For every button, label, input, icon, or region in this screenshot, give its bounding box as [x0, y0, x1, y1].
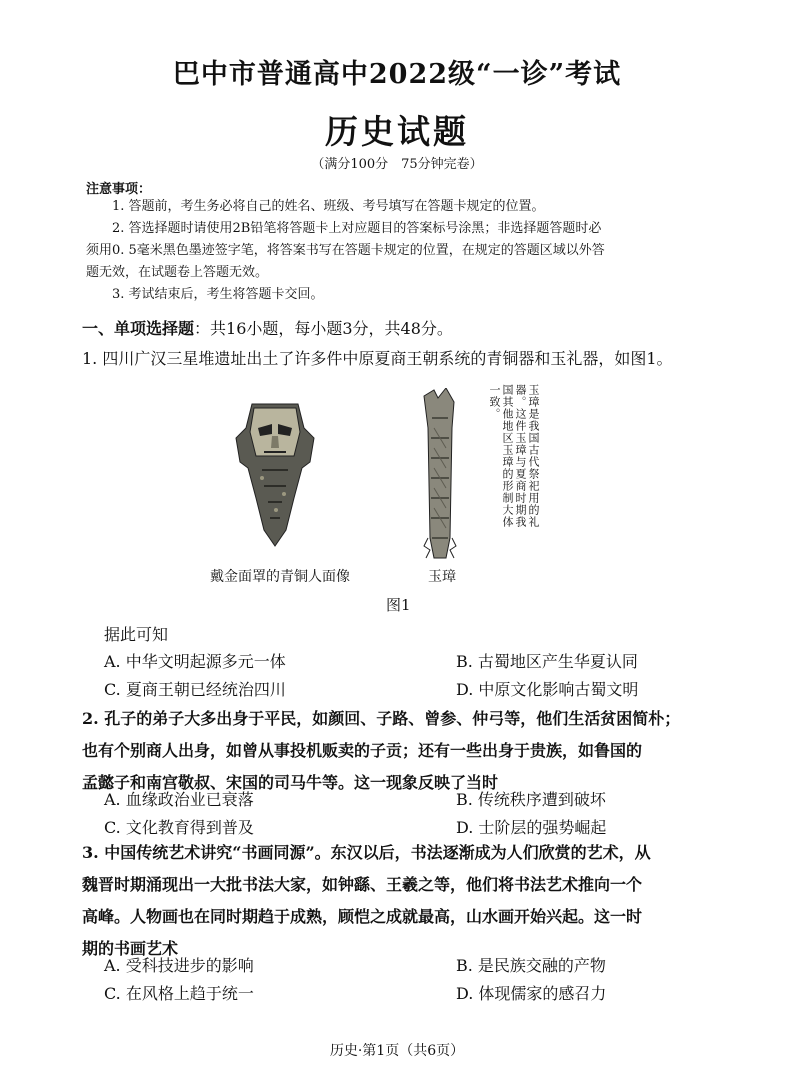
- q2-option-a[interactable]: A. 血缘政治业已衰落: [104, 790, 254, 809]
- q2-line-3: 孟懿子和南宫敬叔、宋国的司马牛等。这一现象反映了当时: [82, 773, 499, 792]
- q3-option-c[interactable]: C. 在风格上趋于统一: [104, 984, 254, 1003]
- notice-line-1: 1. 答题前，考生务必将自己的姓名、班级、考号填写在答题卡规定的位置。: [112, 199, 545, 214]
- notice-line-3: 3. 考试结束后，考生将答题卡交回。: [112, 287, 324, 302]
- caption-bronze-head: 戴金面罩的青铜人面像: [210, 569, 350, 585]
- q1-lead: 据此可知: [104, 625, 169, 644]
- q2-option-c[interactable]: C. 文化教育得到普及: [104, 818, 254, 837]
- caption-jade-zhang: 玉璋: [428, 569, 456, 585]
- q3-line-3: 高峰。人物画也在同时期趋于成熟，顾恺之成就最高，山水画开始兴起。这一时: [82, 907, 643, 926]
- q3-line-1: 3. 中国传统艺术讲究“书画同源”。东汉以后，书法逐渐成为人们欣赏的艺术，从: [82, 843, 651, 862]
- bronze-head-image: [232, 398, 318, 548]
- q1-option-c[interactable]: C. 夏商王朝已经统治四川: [104, 680, 286, 699]
- notice-line-2b: 须用0. 5毫米黑色墨迹签字笔，将答案书写在答题卡规定的位置，在规定的答题区域以外答: [86, 243, 605, 258]
- notice-heading: 注意事项：: [86, 182, 152, 197]
- q3-option-b[interactable]: B. 是民族交融的产物: [456, 956, 606, 975]
- q2-stem: [82, 703, 722, 799]
- notice-line-2c: 题无效，在试题卷上答题无效。: [86, 265, 269, 280]
- q2-line-2: 也有个别商人出身，如曾从事投机贩卖的子贡；还有一些出身于贵族，如鲁国的: [82, 741, 643, 760]
- q1-option-d[interactable]: D. 中原文化影响古蜀文明: [456, 680, 639, 699]
- q1-option-a[interactable]: A. 中华文明起源多元一体: [104, 652, 286, 671]
- q1-figure-note: 玉璋是我国古代祭祀用的礼器。这件玉璋与夏商时期我国其他地区玉璋的形制大体一致。: [488, 384, 540, 528]
- q2-option-b[interactable]: B. 传统秩序遭到破坏: [456, 790, 606, 809]
- page-footer: 历史·第1页（共6页）: [329, 1043, 465, 1059]
- q3-option-d[interactable]: D. 体现儒家的感召力: [456, 984, 607, 1003]
- notice-line-2a: 2. 答选择题时请使用2B铅笔将答题卡上对应题目的答案标号涂黑；非选择题答题时必: [112, 221, 602, 236]
- section-heading: [82, 316, 453, 339]
- q3-line-2: 魏晋时期涌现出一大批书法大家，如钟繇、王羲之等，他们将书法艺术推向一个: [82, 875, 643, 894]
- exam-title: 巴中市普通高中2022级“一诊”考试: [172, 59, 622, 90]
- q1-stem: 1. 四川广汉三星堆遗址出土了许多件中原夏商王朝系统的青铜器和玉礼器，如图1。: [82, 349, 673, 368]
- section-title: 一、单项选择题: [82, 319, 195, 338]
- jade-zhang-image: [420, 388, 460, 563]
- figure-label: 图1: [386, 596, 411, 614]
- q2-line-1: 2. 孔子的弟子大多出身于平民，如颜回、子路、曾参、仲弓等，他们生活贫困简朴；: [82, 709, 681, 728]
- exam-subtitle: （满分100分 75分钟完卷）: [311, 157, 483, 172]
- q3-option-a[interactable]: A. 受科技进步的影响: [104, 956, 254, 975]
- notice-block: [86, 196, 726, 306]
- q3-line-4: 期的书画艺术: [82, 939, 179, 958]
- q2-option-d[interactable]: D. 士阶层的强势崛起: [456, 818, 607, 837]
- q3-stem: [82, 837, 722, 965]
- q1-option-b[interactable]: B. 古蜀地区产生华夏认同: [456, 652, 638, 671]
- subject-title: 历史试题: [325, 112, 469, 151]
- section-desc: ：共16小题，每小题3分，共48分。: [194, 319, 453, 338]
